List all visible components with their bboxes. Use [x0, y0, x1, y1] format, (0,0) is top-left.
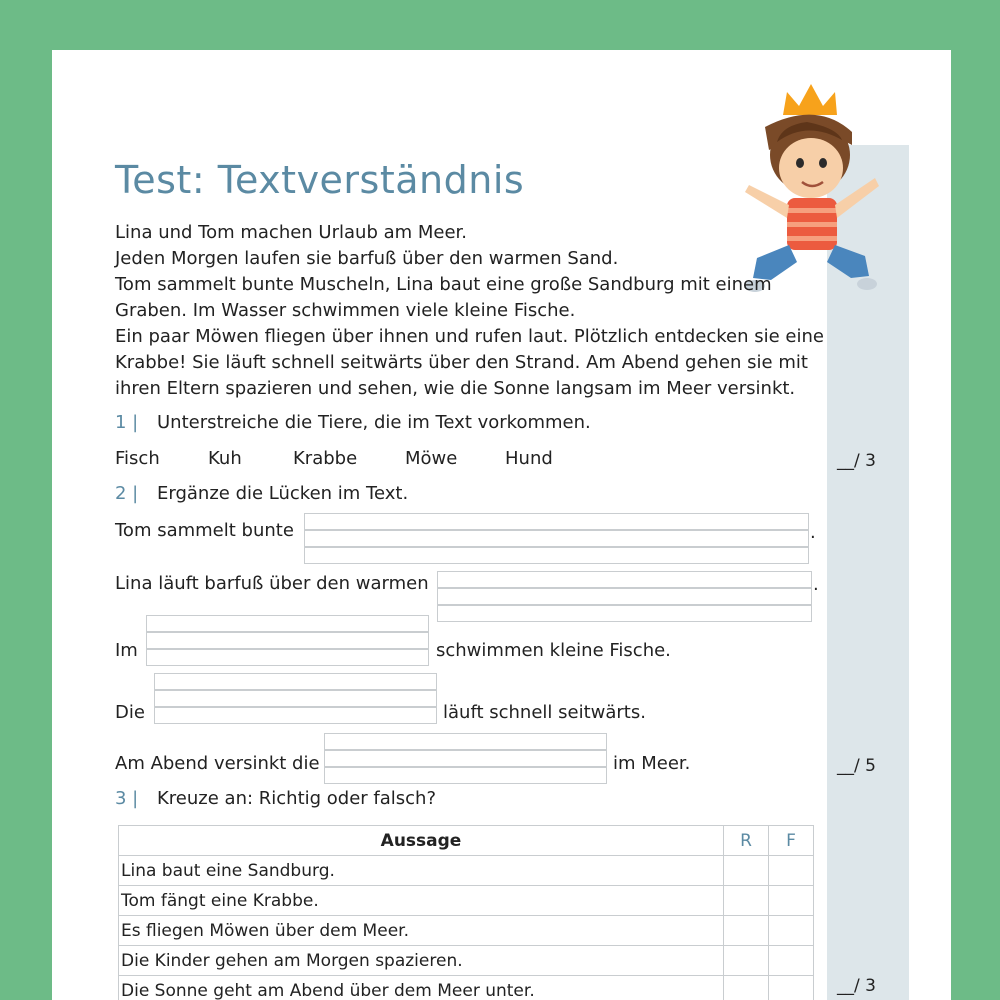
animal-word[interactable]: Krabbe	[293, 448, 358, 469]
richtig-checkbox[interactable]	[724, 976, 769, 1000]
falsch-checkbox[interactable]	[769, 976, 814, 1000]
falsch-checkbox[interactable]	[769, 916, 814, 946]
richtig-checkbox[interactable]	[724, 886, 769, 916]
answer-field[interactable]	[304, 513, 809, 565]
gap-sentence-5-end: im Meer.	[613, 753, 691, 774]
story-line: ihren Eltern spazieren und sehen, wie die Sonne langsam im Meer versinkt.	[115, 378, 796, 399]
answer-field[interactable]	[437, 571, 812, 623]
statement-header: Aussage	[119, 826, 724, 856]
animal-word[interactable]: Kuh	[208, 448, 242, 469]
statement-cell: Es fliegen Möwen über dem Meer.	[119, 916, 724, 946]
table-row	[119, 976, 814, 1000]
gap-sentence-1: Tom sammelt bunte	[115, 520, 294, 541]
falsch-checkbox[interactable]	[769, 886, 814, 916]
task-instruction: Ergänze die Lücken im Text.	[157, 483, 409, 504]
answer-field[interactable]	[154, 673, 437, 725]
worksheet	[52, 50, 951, 1000]
falsch-checkbox[interactable]	[769, 856, 814, 886]
true-false-table	[118, 825, 814, 1000]
task-1-heading	[115, 412, 591, 433]
table-row	[119, 946, 814, 976]
story-line: Ein paar Möwen fliegen über ihnen und rufen laut. Plötzlich entdecken sie eine	[115, 326, 824, 347]
story-line: Lina und Tom machen Urlaub am Meer.	[115, 222, 468, 243]
statement-cell: Die Kinder gehen am Morgen spazieren.	[119, 946, 724, 976]
story-text	[115, 220, 824, 402]
gap-sentence-4-end: läuft schnell seitwärts.	[443, 702, 646, 723]
table-row	[119, 856, 814, 886]
answer-field[interactable]	[324, 733, 607, 785]
story-line: Krabbe! Sie läuft schnell seitwärts über den Strand. Am Abend gehen sie mit	[115, 352, 808, 373]
statement-cell: Tom fängt eine Krabbe.	[119, 886, 724, 916]
task-2-score: __/ 5	[837, 756, 876, 776]
task-number: 3 |	[115, 788, 139, 809]
page-title: Test: Textverständnis	[115, 158, 525, 202]
richtig-checkbox[interactable]	[724, 946, 769, 976]
richtig-checkbox[interactable]	[724, 856, 769, 886]
task-number: 1 |	[115, 412, 139, 433]
answer-field[interactable]	[146, 615, 429, 667]
table-row	[119, 916, 814, 946]
task-2-heading	[115, 483, 408, 504]
falsch-header: F	[769, 826, 814, 856]
statement-cell: Die Sonne geht am Abend über dem Meer unter.	[119, 976, 724, 1000]
story-line: Jeden Morgen laufen sie barfuß über den warmen Sand.	[115, 248, 619, 269]
task-instruction: Unterstreiche die Tiere, die im Text vorkommen.	[157, 412, 591, 433]
sentence-period: .	[813, 574, 819, 595]
gap-sentence-3-start: Im	[115, 640, 138, 661]
gap-sentence-2: Lina läuft barfuß über den warmen	[115, 573, 429, 594]
sentence-period: .	[810, 522, 816, 543]
gap-sentence-4-start: Die	[115, 702, 145, 723]
task-number: 2 |	[115, 483, 139, 504]
task-3-score: __/ 3	[837, 976, 876, 996]
task-3-heading	[115, 788, 436, 809]
animal-word[interactable]: Möwe	[405, 448, 458, 469]
table-row	[119, 886, 814, 916]
animal-word[interactable]: Fisch	[115, 448, 160, 469]
table-header-row	[119, 826, 814, 856]
richtig-header: R	[724, 826, 769, 856]
story-line: Graben. Im Wasser schwimmen viele kleine Fische.	[115, 300, 576, 321]
gap-sentence-3-end: schwimmen kleine Fische.	[436, 640, 671, 661]
animal-word[interactable]: Hund	[505, 448, 553, 469]
statement-cell: Lina baut eine Sandburg.	[119, 856, 724, 886]
task-instruction: Kreuze an: Richtig oder falsch?	[157, 788, 437, 809]
task-1-score: __/ 3	[837, 451, 876, 471]
gap-sentence-5-start: Am Abend versinkt die	[115, 753, 320, 774]
story-line: Tom sammelt bunte Muscheln, Lina baut eine große Sandburg mit einem	[115, 274, 772, 295]
richtig-checkbox[interactable]	[724, 916, 769, 946]
falsch-checkbox[interactable]	[769, 946, 814, 976]
